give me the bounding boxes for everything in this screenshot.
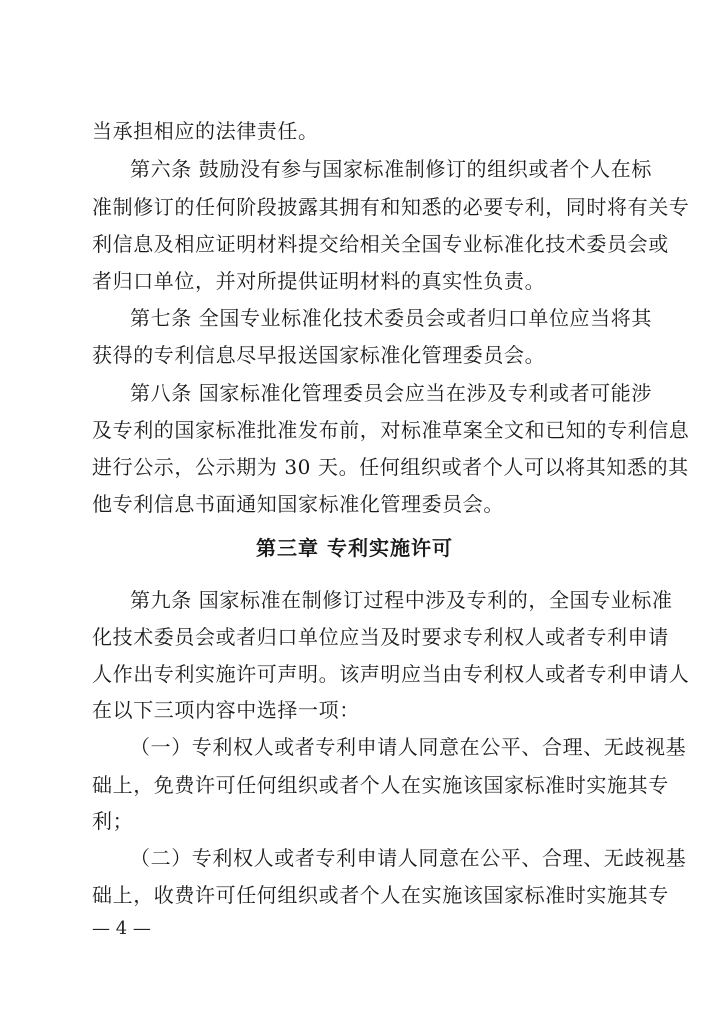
article-9-line-3: 人作出专利实施许可声明。该声明应当由专利权人或者专利申请人 xyxy=(92,662,690,686)
chapter-heading: 第三章 专利实施许可 xyxy=(256,536,453,560)
article-6-line-2: 准制修订的任何阶段披露其拥有和知悉的必要专利，同时将有关专 xyxy=(92,195,690,219)
article-6-line-1: 第六条 鼓励没有参与国家标准制修订的组织或者个人在标 xyxy=(130,157,652,181)
item-1-line-3: 利； xyxy=(92,809,134,833)
article-8-line-2: 及专利的国家标准批准发布前，对标准草案全文和已知的专利信息 xyxy=(92,418,690,442)
text-line-1: 当承担相应的法律责任。 xyxy=(92,119,319,143)
item-1-line-1: （一）专利权人或者专利申请人同意在公平、合理、无歧视基 xyxy=(130,735,687,759)
article-8-line-4: 他专利信息书面通知国家标准化管理委员会。 xyxy=(92,492,504,516)
article-6-line-3: 利信息及相应证明材料提交给相关全国专业标准化技术委员会或 xyxy=(92,232,669,256)
item-2-line-1: （二）专利权人或者专利申请人同意在公平、合理、无歧视基 xyxy=(130,846,687,870)
article-9-line-1: 第九条 国家标准在制修订过程中涉及专利的，全国专业标准 xyxy=(130,588,673,612)
article-8-line-3: 进行公示，公示期为 30 天。任何组织或者个人可以将其知悉的其 xyxy=(92,455,689,479)
item-2-line-2: 础上，收费许可任何组织或者个人在实施该国家标准时实施其专 xyxy=(92,883,669,907)
article-8-line-1: 第八条 国家标准化管理委员会应当在涉及专利或者可能涉 xyxy=(130,381,652,405)
page-number: — 4 — xyxy=(92,918,151,939)
article-9-line-4: 在以下三项内容中选择一项： xyxy=(92,698,360,722)
article-7-line-1: 第七条 全国专业标准化技术委员会或者归口单位应当将其 xyxy=(130,306,652,330)
item-1-line-2: 础上，免费许可任何组织或者个人在实施该国家标准时实施其专 xyxy=(92,773,669,797)
article-6-line-4: 者归口单位，并对所提供证明材料的真实性负责。 xyxy=(92,269,546,293)
article-9-line-2: 化技术委员会或者归口单位应当及时要求专利权人或者专利申请 xyxy=(92,625,669,649)
article-7-line-2: 获得的专利信息尽早报送国家标准化管理委员会。 xyxy=(92,343,546,367)
